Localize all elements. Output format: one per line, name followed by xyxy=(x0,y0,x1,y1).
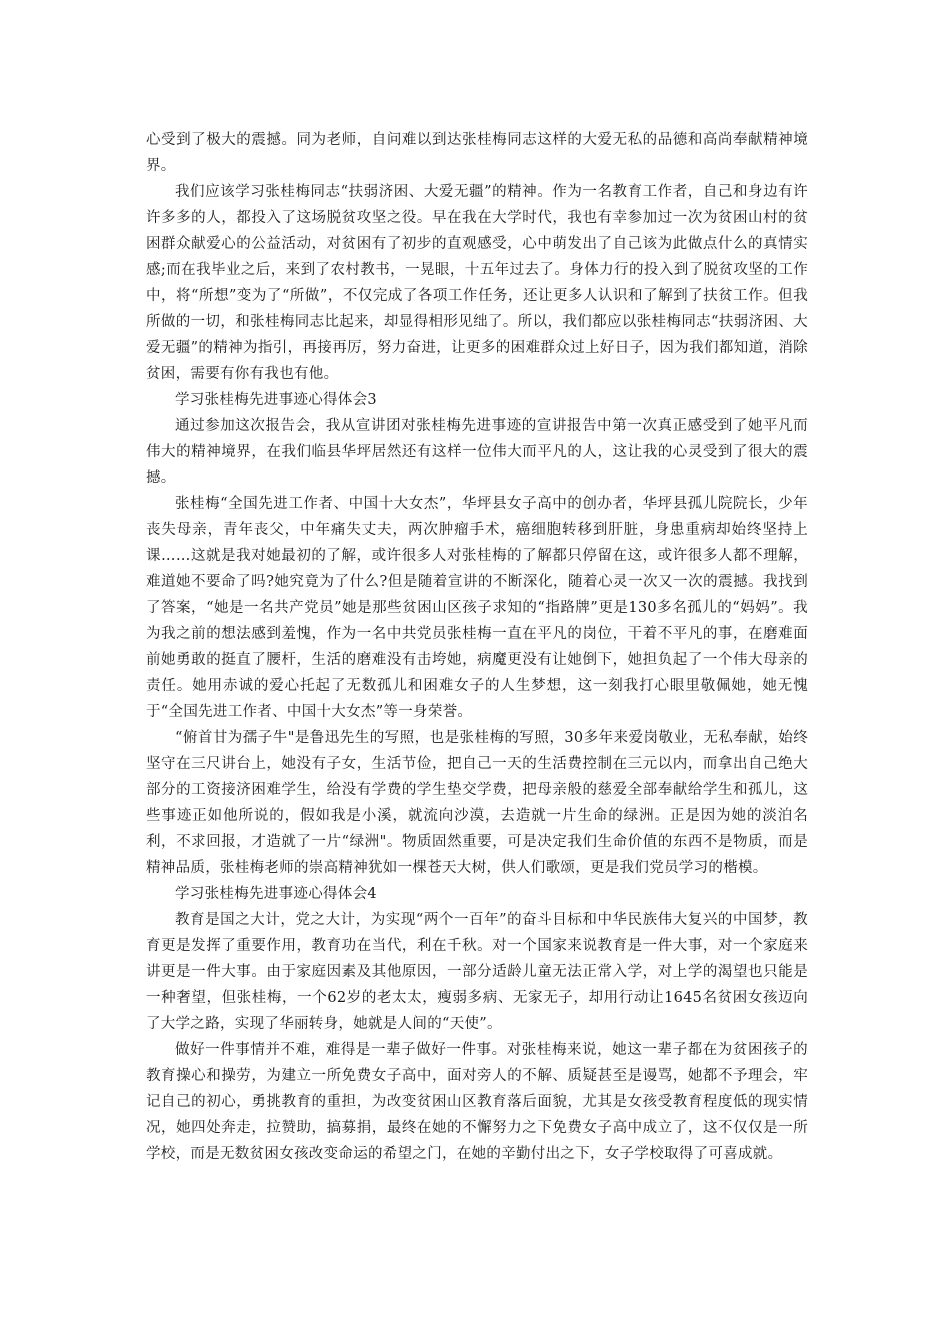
section-heading-3: 学习张桂梅先进事迹心得体会3 xyxy=(175,392,377,408)
paragraph-biography: 张桂梅“全国先进工作者、中国十大女杰”，华坪县女子高中的创办者，华坪县孤儿院院长，少年丧失母亲，青年丧父，中年痛失丈夫，两次肿瘤手术，癌细胞转移到肝脏，身患重病却始终坚持上课……这就是我对她最初的了解，或许很多人对张桂梅的了解都只停留在这，或许很多人都不理解，难道她不要命了吗?她究竟为了什么?但是随着宣讲的不断深化，随着心灵一次又一次的震撼。我找到了答案，“她是一名共产党员”她是那些贫困山区孩子求知的“指路牌”更是130多名孤儿的“妈妈”。我为我之前的想法感到羞愧，作为一名中共党员张桂梅一直在平凡的岗位，干着不平凡的事，在磨难面前她勇敢的挺直了腰杆，生活的磨难没有击垮她，病魔更没有让她倒下，她担负起了一个伟大母亲的责任。她用赤诚的爱心托起了无数孤儿和困难女子的人生梦想，这一刻我打心眼里敬佩她，她无愧于“全国先进工作者、中国十大女杰”等一身荣誉。 xyxy=(146,496,808,720)
paragraph-learning-spirit: 我们应该学习张桂梅同志“扶弱济困、大爱无疆”的精神。作为一名教育工作者，自己和身边有许许多多的人，都投入了这场脱贫攻坚之役。早在我在大学时代，我也有幸参加过一次为贫困山村的贫困群众献爱心的公益活动，对贫困有了初步的直观感受，心中萌发出了自己该为此做点什么的真情实感;而在我毕业之后，来到了农村教书，一晃眼，十五年过去了。身体力行的投入到了脱贫攻坚的工作中，将“所想”变为了“所做”，不仅完成了各项工作任务，还让更多人认识和了解到了扶贫工作。但我所做的一切，和张桂梅同志比起来，却显得相形见绌了。所以，我们都应以张桂梅同志“扶弱济困、大爱无疆”的精神为指引，再接再厉，努力奋进，让更多的困难群众过上好日子，因为我们都知道，消除贫困，需要有你有我也有他。 xyxy=(146,184,808,382)
paragraph-dedication: “俯首甘为孺子牛"是鲁迅先生的写照，也是张桂梅的写照，30多年来爱岗敬业，无私奉献，始终坚守在三尺讲台上，她没有子女，生活节俭，把自己一天的生活费控制在三元以内，而拿出自己绝大部分的工资接济困难学生，给没有学费的学生垫交学费，把母亲般的慈爱全部奉献给学生和孤儿，这些事迹正如他所说的，假如我是小溪，就流向沙漠，去造就一片生命的绿洲。正是因为她的淡泊名利，不求回报，才造就了一片“绿洲"。物质固然重要，可是决定我们生命价值的东西不是物质，而是精神品质，张桂梅老师的崇高精神犹如一棵苍天大树，供人们歌颂，更是我们党员学习的楷模。 xyxy=(146,730,808,876)
paragraph-education: 教育是国之大计，党之大计，为实现“两个一百年”的奋斗目标和中华民族伟大复兴的中国梦，教育更是发挥了重要作用，教育功在当代，利在千秋。对一个国家来说教育是一件大事，对一个家庭来讲更是一件大事。由于家庭因素及其他原因，一部分适龄儿童无法正常入学，对上学的渴望也只能是一种奢望，但张桂梅，一个62岁的老太太，瘦弱多病、无家无子，却用行动让1645名贫困女孩迈向了大学之路，实现了华丽转身，她就是人间的“天使”。 xyxy=(146,912,808,1032)
paragraph-report-meeting: 通过参加这次报告会，我从宣讲团对张桂梅先进事迹的宣讲报告中第一次真正感受到了她平凡而伟大的精神境界，在我们临县华坪居然还有这样一位伟大而平凡的人，这让我的心灵受到了很大的震撼。 xyxy=(146,418,808,486)
paragraph-continued: 心受到了极大的震撼。同为老师，自问难以到达张桂梅同志这样的大爱无私的品德和高尚奉献精神境界。 xyxy=(146,132,808,174)
document-body xyxy=(146,127,808,1167)
paragraph-lifetime-work: 做好一件事情并不难，难得是一辈子做好一件事。对张桂梅来说，她这一辈子都在为贫困孩子的教育操心和操劳，为建立一所免费女子高中，面对旁人的不解、质疑甚至是谩骂，她都不予理会，牢记自己的初心，勇挑教育的重担，为改变贫困山区教育落后面貌，尤其是女孩受教育程度低的现实情况，她四处奔走，拉赞助，搞募捐，最终在她的不懈努力之下免费女子高中成立了，这不仅仅是一所学校，而是无数贫困女孩改变命运的希望之门，在她的辛勤付出之下，女子学校取得了可喜成就。 xyxy=(146,1042,808,1162)
section-heading-4: 学习张桂梅先进事迹心得体会4 xyxy=(175,886,377,902)
